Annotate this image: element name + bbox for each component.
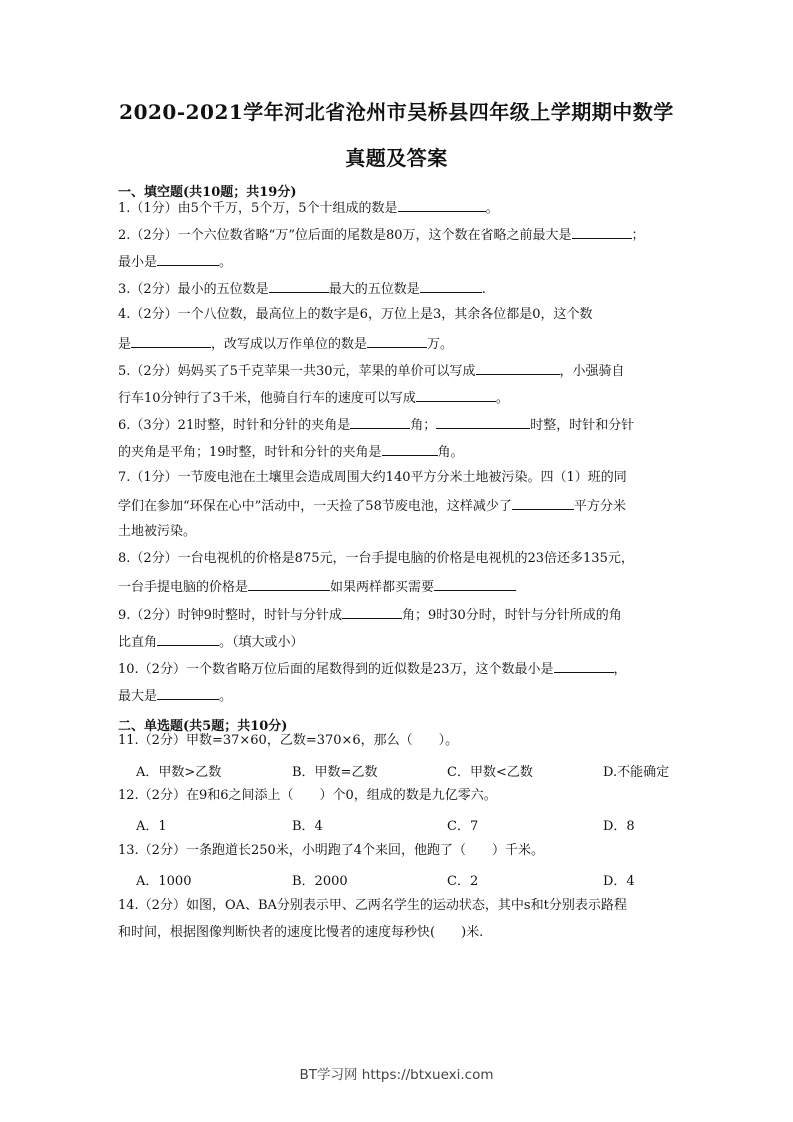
question-7 [118, 470, 627, 486]
answer-blank[interactable] [398, 199, 486, 212]
answer-blank[interactable] [367, 335, 427, 348]
question-5-cont: 行车10分钟行了3千米，他骑自行车的速度可以写成 。 [118, 391, 509, 406]
option-a[interactable]: A．甲数>乙数 [136, 765, 222, 780]
option-c[interactable]: C．7 [447, 819, 479, 834]
option-b[interactable]: B．甲数=乙数 [292, 765, 378, 780]
answer-blank[interactable] [416, 389, 496, 402]
answer-blank[interactable] [342, 606, 402, 619]
question-11: 11.（2分）甲数=37×60，乙数=370×6，那么（ ）。 [118, 733, 459, 748]
question-12: 12.（2分）在9和6之间添上（ ）个0，组成的数是九亿零六。 [118, 788, 497, 803]
question-14-cont: 和时间，根据图像判断快者的速度比慢者的速度每秒快( )米. [118, 925, 484, 940]
question-10: 10.（2分）一个数省略万位后面的尾数得到的近似数是23万，这个数最小是 ， [118, 662, 627, 677]
answer-blank[interactable] [434, 578, 516, 591]
document-title-line-2: 真题及答案 [345, 146, 448, 170]
question-text: 1.（1分）由5个千万，5个万，5个十组成的数是 [118, 201, 398, 216]
question-text: 5.（2分）妈妈买了5千克苹果一共30元，苹果的单价可以写成 [118, 364, 476, 379]
option-d[interactable]: D．4 [603, 874, 635, 889]
answer-blank[interactable] [382, 443, 438, 456]
question-5: 5.（2分）妈妈买了5千克苹果一共30元，苹果的单价可以写成 ，小强骑自 [118, 364, 625, 379]
answer-blank[interactable] [157, 253, 219, 266]
answer-blank[interactable] [157, 687, 219, 700]
document-title-line-1: 2020-2021学年河北省沧州市吴桥县四年级上学期期中数学 [119, 100, 674, 124]
option-d[interactable]: D.不能确定 [603, 765, 670, 780]
question-7-cont-2: 土地被污染。 [118, 524, 197, 539]
option-a[interactable]: A．1 [136, 819, 167, 834]
answer-blank[interactable] [269, 280, 329, 293]
question-text: 9.（2分）时钟9时整时，时针与分针成 [118, 608, 342, 623]
answer-blank[interactable] [248, 578, 330, 591]
section-single-choice-heading: 二、单选题(共5题；共10分) [118, 719, 288, 734]
question-text: 4.（2分）一个八位数，最高位上的数字是6，万位上是3，其余各位都是0，这个数 [118, 307, 593, 322]
question-4 [118, 307, 593, 323]
question-2: 2.（2分）一个六位数省略“万”位后面的尾数是80万，这个数在省略之前最大是 ； [118, 228, 645, 243]
question-10-cont: 最大是 。 [118, 689, 233, 704]
answer-blank[interactable] [350, 416, 410, 429]
question-6-cont: 的夹角是平角；19时整，时针和分针的夹角是 角。 [118, 445, 464, 460]
option-c[interactable]: C．甲数<乙数 [447, 765, 533, 780]
answer-blank[interactable] [420, 280, 482, 293]
answer-blank[interactable] [157, 633, 219, 646]
question-text: 10.（2分）一个数省略万位后面的尾数得到的近似数是23万，这个数最小是 [118, 662, 554, 677]
answer-blank[interactable] [476, 362, 560, 375]
question-7-cont: 学们在参加“环保在心中”活动中，一天捡了58节废电池，这样减少了 平方分米 [118, 499, 626, 514]
answer-blank[interactable] [572, 226, 632, 239]
answer-blank[interactable] [512, 497, 574, 510]
question-2-cont: 最小是 。 [118, 255, 233, 270]
question-13: 13.（2分）一条跑道长250米，小明跑了4个来回，他跑了（ ）千米。 [118, 843, 545, 858]
question-4-cont: 是 ，改写成以万作单位的数是 万。 [118, 337, 454, 352]
answer-blank[interactable] [436, 416, 530, 429]
question-8-cont: 一台手提电脑的价格是 如果两样都买需要 [118, 578, 516, 596]
question-text: 8.（2分）一台电视机的价格是875元，一台手提电脑的价格是电视机的23倍还多135元， [118, 551, 634, 566]
option-a[interactable]: A．1000 [136, 874, 192, 889]
question-3: 3.（2分）最小的五位数是 最大的五位数是 . [118, 282, 486, 297]
question-text: 7.（1分）一节废电池在土壤里会造成周围大约140平方分米土地被污染。四（1）班的同 [118, 470, 627, 485]
question-8 [118, 551, 634, 567]
question-14: 14.（2分）如图，OA、BA分别表示甲、乙两名学生的运动状态，其中s和t分别表示路程 [118, 898, 627, 913]
question-text: 3.（2分）最小的五位数是 [118, 282, 269, 297]
option-d[interactable]: D．8 [603, 819, 635, 834]
page-footer: BT学习网 https://btxuexi.com [299, 1067, 494, 1083]
question-9: 9.（2分）时钟9时整时，时针与分针成 角；9时30分时，时针与分针所成的角 [118, 608, 622, 623]
answer-blank[interactable] [131, 335, 211, 348]
option-c[interactable]: C．2 [447, 874, 479, 889]
question-6: 6.（3分）21时整，时针和分针的夹角是 角； 时整，时针和分针 [118, 418, 635, 433]
question-9-cont: 比直角 。（填大或小） [118, 635, 304, 650]
section-fill-in-heading: 一、填空题(共10题；共19分) [118, 185, 297, 200]
option-b[interactable]: B．4 [292, 819, 323, 834]
option-b[interactable]: B．2000 [292, 874, 348, 889]
answer-blank[interactable] [554, 660, 614, 673]
question-1: 1.（1分）由5个千万，5个万，5个十组成的数是 。 [118, 201, 499, 216]
question-text: 6.（3分）21时整，时针和分针的夹角是 [118, 418, 351, 433]
question-text: 2.（2分）一个六位数省略“万”位后面的尾数是80万，这个数在省略之前最大是 [118, 228, 572, 243]
